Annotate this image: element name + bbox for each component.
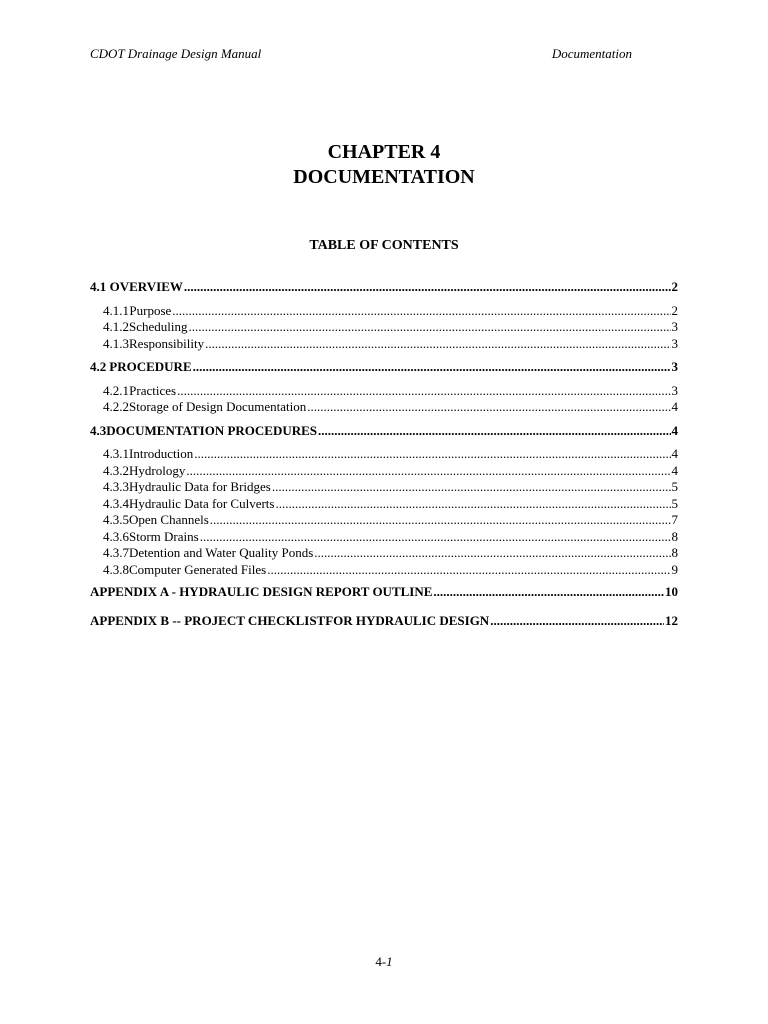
- header-manual-title: CDOT Drainage Design Manual: [90, 46, 262, 61]
- toc-page-number: 2: [671, 279, 678, 294]
- toc-section-label: DOCUMENTATION PROCEDURES: [106, 422, 318, 438]
- toc-subsection-row[interactable]: [90, 545, 678, 562]
- toc-subsection-row[interactable]: [90, 512, 678, 529]
- toc-subsection-row[interactable]: [90, 399, 678, 416]
- toc-subsection-row[interactable]: [90, 463, 678, 480]
- toc-page-number: 3: [671, 359, 678, 374]
- toc-subsection-row[interactable]: [90, 383, 678, 400]
- toc-subsection-number: 4.3.4: [103, 495, 129, 511]
- toc-appendix-label: APPENDIX B -- PROJECT CHECKLISTFOR HYDRAULIC DESIGN: [90, 612, 490, 628]
- toc-page-number: 5: [671, 479, 678, 494]
- toc-subsection-label: Computer Generated Files: [129, 561, 267, 577]
- toc-subsection-row[interactable]: [90, 562, 678, 579]
- toc-subsection-number: 4.1.1: [103, 302, 129, 318]
- toc-subsection-row[interactable]: [90, 479, 678, 496]
- toc-subsection-number: 4.3.7: [103, 545, 129, 560]
- toc-page-number: 4: [671, 422, 678, 438]
- table-of-contents: [90, 279, 678, 629]
- toc-subsection-row[interactable]: [90, 529, 678, 546]
- page-header: [90, 46, 632, 62]
- toc-page-number: 9: [671, 561, 678, 577]
- toc-section-label: PROCEDURE: [109, 359, 192, 374]
- toc-subsection-row[interactable]: [90, 496, 678, 513]
- toc-appendix-b-row[interactable]: [90, 613, 678, 630]
- toc-subsection-number: 4.3.8: [103, 561, 129, 577]
- toc-leader: [275, 496, 670, 513]
- toc-section-number: 4.3: [90, 422, 107, 438]
- toc-page-number: 2: [671, 302, 678, 318]
- toc-page-number: 7: [671, 512, 678, 527]
- toc-heading: TABLE OF CONTENTS: [309, 238, 459, 253]
- toc-subsection-row[interactable]: [90, 303, 678, 320]
- toc-subsection-label: Practices: [129, 382, 177, 398]
- toc-subsection-label: Responsibility: [129, 335, 205, 351]
- toc-section-label: OVERVIEW: [109, 279, 183, 294]
- toc-leader: [433, 584, 664, 601]
- toc-subsection-number: 4.2.1: [103, 382, 129, 398]
- toc-leader: [189, 319, 671, 336]
- toc-leader: [177, 383, 670, 400]
- toc-leader: [184, 279, 671, 296]
- toc-subsection-number: 4.3.2: [103, 462, 129, 478]
- toc-section-row[interactable]: [90, 423, 678, 440]
- toc-leader: [307, 399, 670, 416]
- toc-subsection-label: Hydraulic Data for Culverts: [129, 495, 275, 511]
- toc-leader: [490, 613, 664, 630]
- toc-subsection-label: Scheduling: [129, 319, 188, 334]
- toc-leader: [194, 446, 670, 463]
- toc-subsection-row[interactable]: [90, 446, 678, 463]
- toc-section-number: 4.2: [90, 359, 107, 374]
- toc-leader: [200, 529, 671, 546]
- toc-leader: [210, 512, 671, 529]
- toc-section-number: 4.1: [90, 279, 107, 294]
- toc-page-number: 8: [671, 528, 678, 544]
- toc-leader: [205, 336, 670, 353]
- toc-page-number: 3: [671, 335, 678, 351]
- toc-leader: [318, 423, 670, 440]
- toc-leader: [314, 545, 670, 562]
- header-section-title: Documentation: [551, 46, 632, 61]
- toc-leader: [186, 463, 670, 480]
- toc-subsection-label: Detention and Water Quality Ponds: [129, 545, 314, 560]
- chapter-name: DOCUMENTATION: [293, 166, 475, 188]
- toc-subsection-label: Purpose: [129, 302, 172, 318]
- toc-section-row[interactable]: [90, 359, 678, 376]
- toc-subsection-label: Storage of Design Documentation: [129, 399, 307, 414]
- toc-leader: [172, 303, 670, 320]
- page-footer: [0, 954, 768, 970]
- toc-leader: [193, 359, 671, 376]
- toc-subsection-label: Hydraulic Data for Bridges: [129, 479, 271, 494]
- toc-subsection-number: 4.3.5: [103, 512, 129, 527]
- toc-section-row[interactable]: [90, 279, 678, 296]
- toc-page-number: 3: [671, 319, 678, 334]
- toc-subsection-number: 4.1.3: [103, 335, 129, 351]
- chapter-number: CHAPTER 4: [327, 141, 441, 163]
- chapter-title: [0, 140, 768, 190]
- toc-subsection-number: 4.2.2: [103, 399, 129, 414]
- toc-page-number: 12: [665, 612, 678, 628]
- toc-appendix-label: APPENDIX A - HYDRAULIC DESIGN REPORT OUTLINE: [90, 584, 433, 599]
- toc-subsection-number: 4.1.2: [103, 319, 129, 334]
- toc-page-number: 5: [671, 495, 678, 511]
- toc-page-number: 10: [665, 584, 678, 599]
- toc-leader: [267, 562, 670, 579]
- toc-subsection-label: Open Channels: [129, 512, 209, 527]
- footer-page-number: 1: [386, 954, 393, 969]
- toc-subsection-number: 4.3.1: [103, 446, 129, 461]
- toc-page-number: 4: [671, 399, 678, 414]
- toc-subsection-label: Introduction: [129, 446, 194, 461]
- toc-subsection-label: Storm Drains: [129, 528, 199, 544]
- toc-subsection-row[interactable]: [90, 336, 678, 353]
- toc-page-number: 4: [671, 446, 678, 461]
- toc-leader: [272, 479, 671, 496]
- toc-subsection-row[interactable]: [90, 319, 678, 336]
- toc-subsection-number: 4.3.6: [103, 528, 129, 544]
- toc-subsection-number: 4.3.3: [103, 479, 129, 494]
- footer-page-prefix: 4-: [375, 954, 387, 969]
- toc-subsection-label: Hydrology: [129, 462, 186, 478]
- toc-page-number: 3: [671, 382, 678, 398]
- toc-appendix-a-row[interactable]: [90, 584, 678, 601]
- toc-page-number: 8: [671, 545, 678, 560]
- toc-page-number: 4: [671, 462, 678, 478]
